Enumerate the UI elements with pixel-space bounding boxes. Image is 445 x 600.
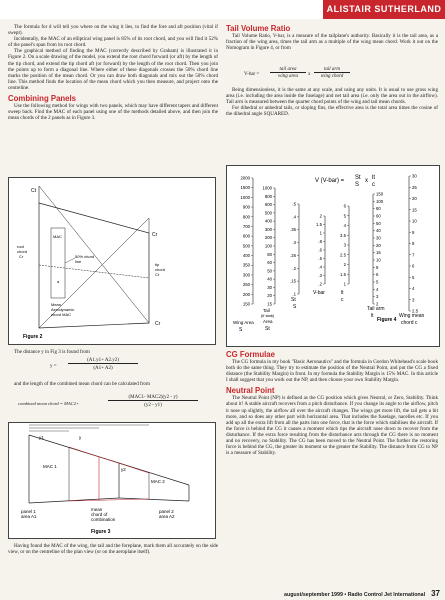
intro-paragraph: The graphical method of finding the MAC (correctly described by Graham) is illustrated it in Figure 2. On a scale drawing of the model, you extend the root chord forward (or aft) by the length of the tip chord, and extend the tip chord aft (or forward) by the length of the root chord. Then you join the points up to form a diagonal line. Where either of these diagonals crosses the 50% chord line marks the position of the mean chord. Or you can draw both diagonals and mix out the 50% chord line. This method finds the location of the mean chord which you then measure, and project onto the centreline. (8, 48, 218, 91)
page-footer (230, 589, 440, 598)
equation-y (50, 358, 170, 378)
cg-paragraph: The CG formula in my book "Basic Aeronautics" and the formula in Gordon Whitehead's scale book both do the same thing. They try to estimate the position of the Neutral Point, and put the CG a fixed distance (the Stability Margin) in front. In my formula the Stability Margin is 15% MAC. In this article I shall suggest that you work out the NP, and then choose your own Stability Margin. (226, 359, 438, 384)
eq2-denominator: (y2 - y1) (144, 403, 162, 408)
axis6-tick-label: 50 (376, 220, 381, 226)
axis2-tick-label: 50 (267, 268, 272, 274)
axis1-tick-label: 200 (242, 291, 250, 297)
label-mean: mean (91, 507, 103, 512)
right-column-tvr (226, 24, 438, 51)
axis7-tick-label: 20 (412, 196, 417, 201)
axis7-tick-label: 30 (412, 173, 417, 179)
nomogram-svg (227, 166, 439, 346)
page-banner (0, 0, 445, 19)
eq2-intro-text (8, 381, 218, 387)
axis6-tick-label: 30 (376, 235, 381, 241)
right-column-tvr2 (226, 87, 438, 117)
axis3-label-2: S (293, 304, 297, 310)
axis6-tick-label: 20 (376, 242, 381, 248)
author-banner: ALISTAIR SUTHERLAND (323, 0, 445, 19)
axis6-tick-label: 2 (376, 301, 379, 307)
axis4-tick-label: 1 (319, 230, 322, 236)
axis4-tick-label: .6 (318, 247, 322, 253)
label-panel2: panel 2 (159, 509, 174, 514)
outro-paragraph: Having found the MAC of the wing, the tail and the foreplane, mark them all accurately on the side view, or on the centreline of the plan view (or on the aeroplane itself). (8, 543, 218, 556)
axis2-tick-label: 400 (264, 218, 272, 224)
label-ct: Ct (31, 188, 36, 194)
section-heading-combining: Combining Panels (8, 94, 77, 104)
label-area-a1: area A1 (21, 514, 37, 519)
axis3-tick-label: .5 (292, 201, 296, 207)
axis6-tick-label: 5 (376, 279, 379, 285)
axis4-tick-label: .5 (318, 256, 322, 261)
label-cr-bottom: Cr (155, 321, 161, 327)
figure-3 (8, 422, 216, 539)
eq3-numerator-1: tail area (270, 67, 306, 73)
axis1-tick-label: 800 (242, 214, 250, 220)
axis7-tick-label: 7 (412, 252, 415, 258)
axis7-tick-label: 3 (412, 297, 415, 303)
axis6-tick-label: 40 (376, 228, 381, 234)
axis7-tick-label: 8 (412, 241, 415, 246)
axis5-tick-label: 4 (343, 223, 346, 228)
axis3-tick-label: .4 (292, 214, 296, 220)
nomogram-formula-lt: lt (372, 175, 375, 181)
axis2-tick-label: 80 (267, 251, 272, 257)
axis3-tick-label: .35 (290, 227, 296, 233)
figure-3-caption: Figure 3 (91, 529, 111, 535)
left-column-outro (8, 543, 218, 555)
eq1-lhs: y = (50, 364, 57, 369)
axis5-tick-label: 1.5 (340, 271, 346, 277)
axis6-label-1: Tail arm (367, 306, 385, 312)
axis5-tick-label: 5 (343, 213, 346, 219)
page-number: 37 (431, 589, 440, 598)
axis2-label-1: Tail (263, 308, 270, 313)
axis4-tick-label: .4 (318, 264, 322, 270)
equation-combined-chord (18, 395, 208, 415)
axis2-tick-label: 300 (264, 226, 272, 232)
axis7-tick-label: 10 (412, 218, 417, 224)
axis7-tick-label: 5 (412, 274, 415, 280)
eq3-times: x (308, 72, 311, 77)
axis6-tick-label: 8 (376, 264, 379, 270)
eq2-lhs: combined mean chord = MAC2+ (18, 401, 80, 406)
axis6-tick-label: 15 (376, 250, 381, 256)
axis1-tick-label: 300 (242, 272, 250, 278)
axis2-tick-label: 30 (267, 284, 272, 290)
axis7-label-1: Wing mean (399, 313, 425, 319)
axis5-tick-label: 6 (343, 203, 346, 209)
axis7-tick-label: 15 (412, 207, 417, 213)
label-y: y (79, 435, 82, 440)
label-cr: Cr (152, 232, 158, 238)
nomogram-formula-left: V (V-bar) = (315, 178, 345, 184)
axis6-tick-label: 150 (376, 191, 384, 197)
eq3-lhs: V-bar = (244, 72, 260, 77)
axis6-tick-label: 100 (376, 198, 384, 204)
axis3-tick-label: .3 (292, 240, 296, 246)
label-tip: tip (155, 262, 160, 267)
axis2-tick-label: 15 (267, 301, 272, 307)
label-a: a (57, 279, 60, 284)
axis6-tick-label: 60 (376, 213, 381, 219)
label-mac2: MAC 2 (151, 479, 165, 484)
axis1-tick-label: 250 (242, 282, 250, 288)
nomogram-formula-x: x (365, 178, 368, 184)
label-line: line (75, 259, 82, 264)
axis1-tick-label: 350 (242, 262, 250, 268)
axis6-tick-label: 6 (376, 272, 379, 278)
eq2-numerator: (MAC1- MAC2)(y2 - y) (108, 395, 198, 401)
label-y1: y1 (39, 435, 44, 440)
axis7-label-2: chord c (401, 320, 418, 326)
axis1-tick-label: 500 (242, 243, 250, 249)
equation-vbar (244, 67, 424, 85)
nomogram-formula-st: St (355, 175, 361, 181)
label-chord-mac: chord MAC (51, 312, 72, 317)
label-mean: Mean (51, 302, 62, 307)
axis3-label-1: St (291, 297, 296, 303)
axis2-label-3: Area (263, 319, 273, 324)
label-chord-of: chord of (91, 512, 108, 517)
figure-2 (8, 177, 216, 345)
label-cr-root: Cr (19, 254, 24, 259)
axis2-tick-label: 100 (264, 243, 272, 249)
tvr2-paragraph: Being dimensionless, it is the same at any scale, and using any units. It is usual to use gross wing area (i.e. including the area inside the fuselage) and net tail area (i.e. only the area out in the airflow). Tail arm is measured between the quarter chord points of the wing and tail mean chords. (226, 87, 438, 106)
axis4-tick-label: 1.5 (316, 222, 322, 227)
axis4-tick-label: .3 (318, 273, 322, 278)
axis2-tick-label: 600 (264, 202, 272, 208)
label-chord-tip: chord (155, 267, 166, 272)
axis5-tick-label: 2.5 (340, 252, 346, 258)
axis3-tick-label: .25 (290, 252, 296, 258)
axis6-tick-label: 80 (376, 206, 381, 212)
axis1-tick-label: 1000 (240, 194, 250, 200)
label-y2: y2 (121, 467, 126, 472)
eq3-numerator-2: tail arm (314, 67, 350, 73)
axis6-tick-label: 10 (376, 257, 381, 263)
axis1-tick-label: 600 (242, 233, 250, 239)
intro-paragraph: The formula for d will tell you where on the wing it lies, to find the fore and aft position (vital if swept). (8, 24, 218, 37)
axis2-tick-label: 20 (267, 293, 272, 299)
axis2-tick-label: 500 (264, 210, 272, 216)
intro-paragraph: Incidentally, the MAC of an elliptical wing panel is 85% of its root chord, and you will find it 52% of the panel's span from its root chord. (8, 36, 218, 49)
axis7-tick-label: 25 (412, 184, 417, 190)
np-paragraph: The Neutral Point (NP) is defined as the CG position which gives Neutral, or Zero, Stability. Think about it! A stable aircraft recovers from a pitch disturbance. If you change its angle to the airflow, pitch it nose up slightly, the airflow all over the aircraft changes. The wings get more lift, the tail gets a bit more, and so does any other part with horizontal area. That includes the fuselage, nacelles etc. If you add up all the extra lift from all the parts into one force, that is the force which stabilises the aircraft. If the force is behind the CG it causes a moment which tips the aircraft nose down to recover from the disturbance. If the extra force resulting from the disturbance acts through the CG there is no moment and no recovery, no Stability. The CG has been moved to the Neutral Point. The further the restoring force is behind the CG, the greater its moment so the greater the Stability. The distance from CG to NP is a measure of Stability. (226, 395, 438, 457)
eq1-numerator: (A1.y1+ A2.y2) (68, 358, 138, 364)
axis2-tick-label: 60 (267, 260, 272, 266)
section-heading-np: Neutral Point (226, 386, 275, 396)
label-50-chord: 50% chord (75, 254, 95, 259)
left-column-intro (8, 24, 218, 121)
figure-2-caption: Figure 2 (23, 334, 43, 340)
axis3-tick-label: .1 (292, 291, 296, 297)
section-heading-tvr: Tail Volume Ratio (226, 24, 291, 33)
label-panel1: panel 1 (21, 509, 36, 514)
section-heading-cg: CG Formulae (226, 350, 275, 359)
axis2-label-4: St (265, 326, 270, 332)
axis1-tick-label: 900 (242, 204, 250, 210)
tvr-paragraph: Tail Volume Ratio, V-bar, is a measure of the tailplane's authority. Basically it is the tail area, as a fraction of the wing area, times the tail arm as a multiple of the wing mean chord. Work it out on the Nomogram in Figure 4, or from (226, 33, 438, 52)
axis7-tick-label: 4 (412, 286, 415, 291)
fig3-intro-text (8, 349, 218, 355)
axis3-tick-label: .15 (290, 278, 296, 284)
figure-3-diagram (9, 423, 215, 538)
combining-paragraph: Use the following method for wings with two panels, which may have different tapers and different sweep back. Find the MAC of each panel using one of the methods detailed above, and then join the mean chords of the 2 panels as in Figure 3. (8, 103, 218, 122)
figure-2-diagram (9, 178, 215, 344)
axis1-tick-label: 400 (242, 253, 250, 259)
tvr2-paragraph: For dihedral or anhedral tails, or sloping fins, the effective area is the total area times the cosine of the dihedral angle SQUARED. (226, 105, 438, 118)
axis5-tick-label: 1 (343, 281, 346, 287)
axis5-tick-label: 2 (343, 262, 346, 267)
eq3-denominator-1: wing area (278, 74, 298, 79)
axis6-tick-label: 3 (376, 294, 379, 300)
figure-4-caption: Figure 4 (377, 317, 397, 323)
eq3-denominator-2: wing chord (320, 74, 344, 79)
axis4-label: V-bar (313, 290, 325, 296)
nomogram-formula-c: c (372, 182, 375, 188)
axis1-tick-label: 150 (242, 301, 250, 307)
axis2-tick-label: 40 (267, 276, 272, 282)
axis1-tick-label: 700 (242, 223, 250, 229)
axis1-tick-label: 2000 (240, 175, 250, 181)
fig3-intro-paragraph: The distance y in Fig 3 is found from (14, 349, 90, 355)
eq1-denominator: (A1+ A2) (93, 366, 113, 371)
axis5-label-1: lt (341, 290, 344, 296)
axis3-tick-label: .2 (292, 265, 296, 271)
axis4-tick-label: .2 (318, 281, 322, 287)
right-column-cg-np (226, 350, 438, 456)
axis2-tick-label: 200 (264, 235, 272, 241)
axis4-tick-label: 2 (319, 213, 322, 219)
eq2-intro-paragraph: and the length of the combined mean chord can be calculated from (14, 381, 150, 387)
axis7-tick-label: 9 (412, 229, 415, 235)
axis1-tick-label: 1500 (240, 185, 250, 191)
axis6-tick-label: 4 (376, 286, 379, 292)
axis1-label-2: S (239, 327, 243, 333)
label-chord: chord (17, 249, 28, 254)
label-mac1: MAC 1 (43, 464, 57, 469)
label-ct-tip: Ct (155, 272, 159, 277)
footer-text: august/september 1999 • Radio Control Jet International (284, 592, 426, 598)
axis7-tick-label: 6 (412, 263, 415, 269)
axis4-tick-label: .8 (318, 239, 322, 244)
axis5-tick-label: 3.5 (340, 232, 346, 238)
axis6-label-2: lt (371, 313, 374, 319)
axis2-label-2: (if stab) (261, 313, 275, 318)
axis5-label-2: c (341, 297, 344, 303)
label-combination: combination (91, 517, 116, 522)
axis7-tick-label: 2.5 (412, 308, 418, 314)
axis2-tick-label: 1000 (262, 185, 272, 191)
nomogram-formula-s: S (355, 182, 360, 188)
label-aerodynamic: Aerodynamic (51, 307, 75, 312)
axis5-tick-label: 3 (343, 242, 346, 248)
label-area-a2: area A2 (159, 514, 175, 519)
label-root: root (17, 244, 24, 249)
label-mac: MAC (53, 234, 62, 239)
figure-4-nomogram (226, 165, 440, 347)
axis1-label-1: Wing Area (233, 320, 254, 325)
axis2-tick-label: 800 (264, 193, 272, 199)
